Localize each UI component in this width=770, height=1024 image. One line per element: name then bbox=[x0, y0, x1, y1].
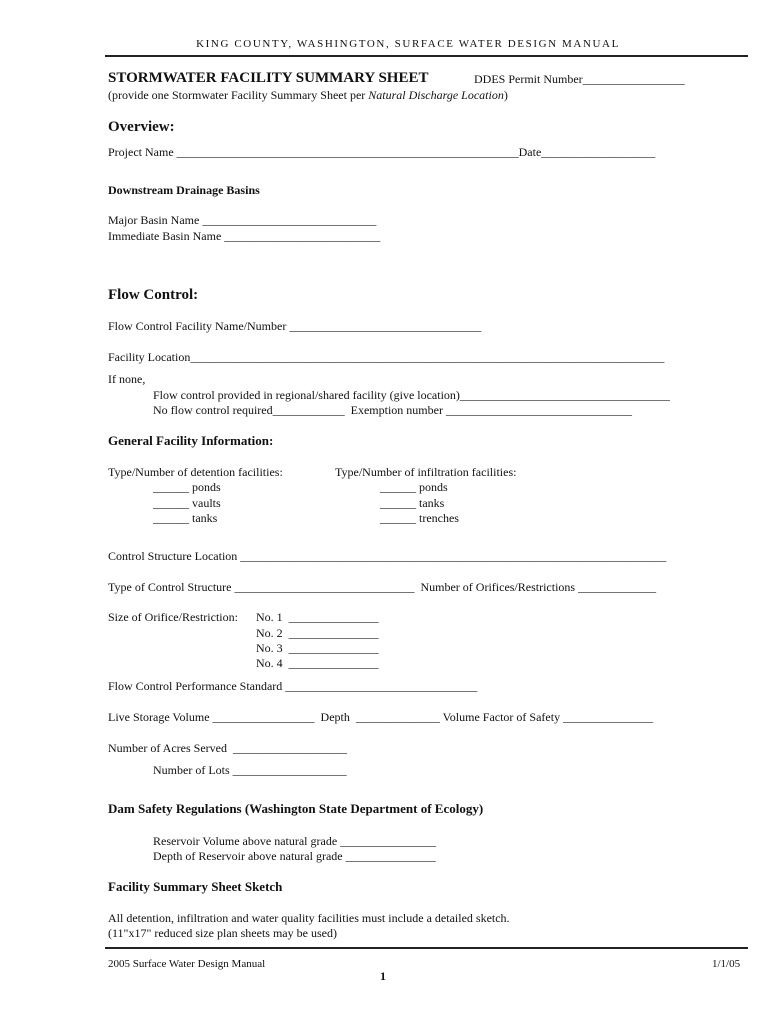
facility-name-field[interactable]: Flow Control Facility Name/Number ________________________________ bbox=[108, 319, 482, 333]
reservoir-depth-field[interactable]: Depth of Reservoir above natural grade _______________ bbox=[153, 849, 436, 863]
control-structure-type-field[interactable]: Type of Control Structure ______________________________ Number of Orifices/Restrictions _____________ bbox=[108, 580, 657, 594]
detention-tanks-field[interactable]: ______ tanks bbox=[153, 511, 218, 525]
performance-standard-field[interactable]: Flow Control Performance Standard ________________________________ bbox=[108, 679, 478, 693]
infiltration-ponds-field[interactable]: ______ ponds bbox=[380, 480, 448, 494]
running-header: KING COUNTY, WASHINGTON, SURFACE WATER DESIGN MANUAL bbox=[196, 38, 620, 50]
reservoir-volume-field[interactable]: Reservoir Volume above natural grade ________________ bbox=[153, 834, 437, 848]
orifice-no1-field[interactable]: No. 1 _______________ bbox=[256, 610, 379, 624]
note-italic: Natural Discharge Location bbox=[368, 88, 504, 102]
acres-served-field[interactable]: Number of Acres Served ___________________ bbox=[108, 741, 347, 755]
note-suffix: ) bbox=[503, 88, 508, 102]
orifice-no4-field[interactable]: No. 4 _______________ bbox=[256, 656, 379, 670]
dam-safety-heading: Dam Safety Regulations (Washington State Department of Ecology) bbox=[108, 801, 484, 816]
sheet-note bbox=[108, 88, 508, 103]
overview-heading: Overview: bbox=[108, 119, 175, 135]
live-storage-field[interactable]: Live Storage Volume _________________ Depth ______________ Volume Factor of Safety _______________ bbox=[108, 710, 654, 724]
immediate-basin-field[interactable]: Immediate Basin Name __________________________ bbox=[108, 229, 381, 243]
orifice-size-label: Size of Orifice/Restriction: bbox=[108, 610, 238, 624]
orifice-no3-field[interactable]: No. 3 _______________ bbox=[256, 641, 379, 655]
sketch-note: (11"x17" reduced size plan sheets may be used) bbox=[108, 926, 337, 940]
footer-manual-title: 2005 Surface Water Design Manual bbox=[108, 958, 266, 970]
detention-ponds-field[interactable]: ______ ponds bbox=[153, 480, 221, 494]
general-facility-heading: General Facility Information: bbox=[108, 433, 274, 448]
infiltration-trenches-field[interactable]: ______ trenches bbox=[380, 511, 459, 525]
header-rule bbox=[105, 55, 748, 57]
detention-label: Type/Number of detention facilities: bbox=[108, 465, 283, 479]
infiltration-tanks-field[interactable]: ______ tanks bbox=[380, 496, 445, 510]
regional-facility-field[interactable]: Flow control provided in regional/shared facility (give location)___________________________________ bbox=[153, 388, 670, 402]
sheet-title: STORMWATER FACILITY SUMMARY SHEET bbox=[108, 70, 429, 86]
detention-vaults-field[interactable]: ______ vaults bbox=[153, 496, 221, 510]
control-structure-location-field[interactable]: Control Structure Location _______________________________________________________________________ bbox=[108, 549, 667, 563]
page-number: 1 bbox=[380, 969, 386, 983]
project-name-field[interactable]: Project Name _________________________________________________________Date___________________ bbox=[108, 145, 656, 159]
if-none-label: If none, bbox=[108, 372, 146, 386]
facility-location-field[interactable]: Facility Location_______________________________________________________________________________ bbox=[108, 350, 665, 364]
footer-date: 1/1/05 bbox=[712, 958, 741, 970]
note-prefix: (provide one Stormwater Facility Summary Sheet per bbox=[108, 88, 369, 102]
no-flow-control-field[interactable]: No flow control required____________ Exemption number _______________________________ bbox=[153, 403, 632, 417]
orifice-no2-field[interactable]: No. 2 _______________ bbox=[256, 626, 379, 640]
drainage-heading: Downstream Drainage Basins bbox=[108, 183, 260, 197]
footer-rule bbox=[105, 947, 748, 949]
infiltration-label: Type/Number of infiltration facilities: bbox=[335, 465, 517, 479]
permit-number-field[interactable]: DDES Permit Number_________________ bbox=[474, 72, 685, 86]
number-of-lots-field[interactable]: Number of Lots ___________________ bbox=[153, 763, 347, 777]
major-basin-field[interactable]: Major Basin Name _____________________________ bbox=[108, 213, 377, 227]
flow-control-heading: Flow Control: bbox=[108, 287, 199, 303]
sketch-heading: Facility Summary Sheet Sketch bbox=[108, 879, 283, 894]
sketch-instruction: All detention, infiltration and water quality facilities must include a detailed sketch. bbox=[108, 911, 510, 925]
